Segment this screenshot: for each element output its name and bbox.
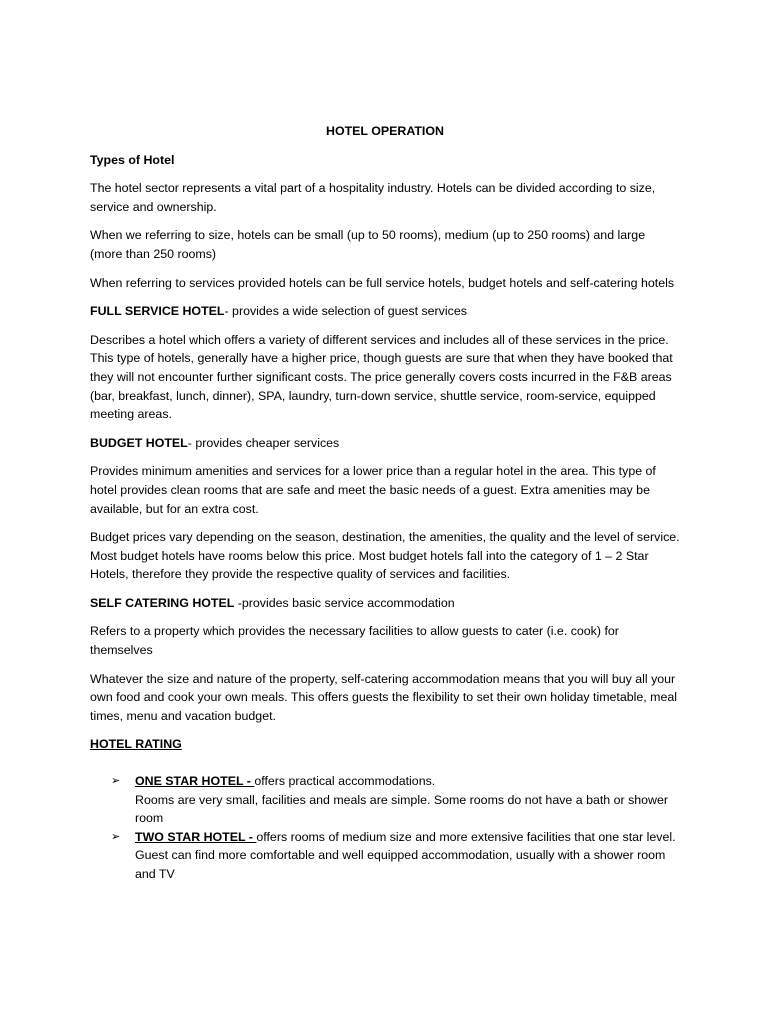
rating-item-label: ONE STAR HOTEL - bbox=[135, 774, 255, 789]
rating-item-two-star bbox=[90, 828, 680, 884]
rating-item-label: TWO STAR HOTEL - bbox=[135, 829, 257, 844]
self-catering-label: SELF CATERING HOTEL bbox=[90, 595, 235, 610]
hotel-rating-heading: HOTEL RATING bbox=[90, 737, 182, 752]
services-paragraph: When referring to services provided hotels can be full service hotels, budget hotels and self-catering hotels bbox=[90, 275, 675, 290]
budget-description-2: Budget prices vary depending on the season, destination, the amenities, the quality and the level of service. Most budget hotels have rooms below this price. Most budget hotels fall into the category of 1 – 2 Star Hotels, therefore they provide the respective quality of services and facilities. bbox=[90, 530, 680, 582]
self-catering-description-2: Whatever the size and nature of the property, self-catering accommodation means that you will buy all your own food and cook your own meals. This offers guests the flexibility to set their own holiday timetable, meal times, menu and vacation budget. bbox=[90, 671, 678, 723]
budget-description-1: Provides minimum amenities and services for a lower price than a regular hotel in the area. This type of hotel provides clean rooms that are safe and meet the basic needs of a guest. Extra amenities may be available, but for an extra cost. bbox=[90, 464, 656, 516]
self-catering-description-1: Refers to a property which provides the necessary facilities to allow guests to cater (i.e. cook) for themselves bbox=[90, 624, 619, 658]
full-service-label: FULL SERVICE HOTEL bbox=[90, 304, 225, 319]
budget-label: BUDGET HOTEL bbox=[90, 435, 188, 450]
rating-item-one-star bbox=[90, 772, 680, 828]
page-title: HOTEL OPERATION bbox=[326, 124, 444, 138]
budget-tagline: - provides cheaper services bbox=[187, 435, 340, 450]
rating-item-detail: Guest can find more comfortable and well equipped accommodation, usually with a shower room and TV bbox=[135, 848, 666, 881]
arrow-bullet-icon: ➢ bbox=[111, 775, 121, 788]
self-catering-tagline: -provides basic service accommodation bbox=[234, 595, 455, 610]
full-service-tagline: - provides a wide selection of guest services bbox=[224, 304, 467, 319]
arrow-bullet-icon: ➢ bbox=[111, 830, 121, 843]
hotel-rating-list bbox=[90, 772, 680, 884]
self-catering-heading bbox=[90, 594, 680, 613]
full-service-heading bbox=[90, 302, 680, 321]
budget-heading bbox=[90, 434, 680, 453]
full-service-description: Describes a hotel which offers a variety of different services and includes all of these services in the price. This type of hotels, generally have a higher price, though guests are sure that when they have booked that they will not encounter further significant costs. The price generally covers costs incurred in the F&B areas (bar, breakfast, lunch, dinner), SPA, laundry, turn-down service, shuttle service, room-service, equipped meeting areas. bbox=[90, 332, 673, 422]
rating-item-summary: offers practical accommodations. bbox=[254, 774, 436, 789]
size-paragraph: When we referring to size, hotels can be small (up to 50 rooms), medium (up to 250 rooms) and large (more than 250 rooms) bbox=[90, 228, 646, 261]
document-page bbox=[90, 122, 680, 884]
rating-item-summary: offers rooms of medium size and more extensive facilities that one star level. bbox=[256, 829, 676, 844]
intro-paragraph: The hotel sector represents a vital part of a hospitality industry. Hotels can be divided according to size, service and ownership. bbox=[90, 181, 656, 214]
types-heading: Types of Hotel bbox=[90, 152, 175, 167]
rating-item-detail: Rooms are very small, facilities and meals are simple. Some rooms do not have a bath or shower room bbox=[135, 792, 669, 826]
